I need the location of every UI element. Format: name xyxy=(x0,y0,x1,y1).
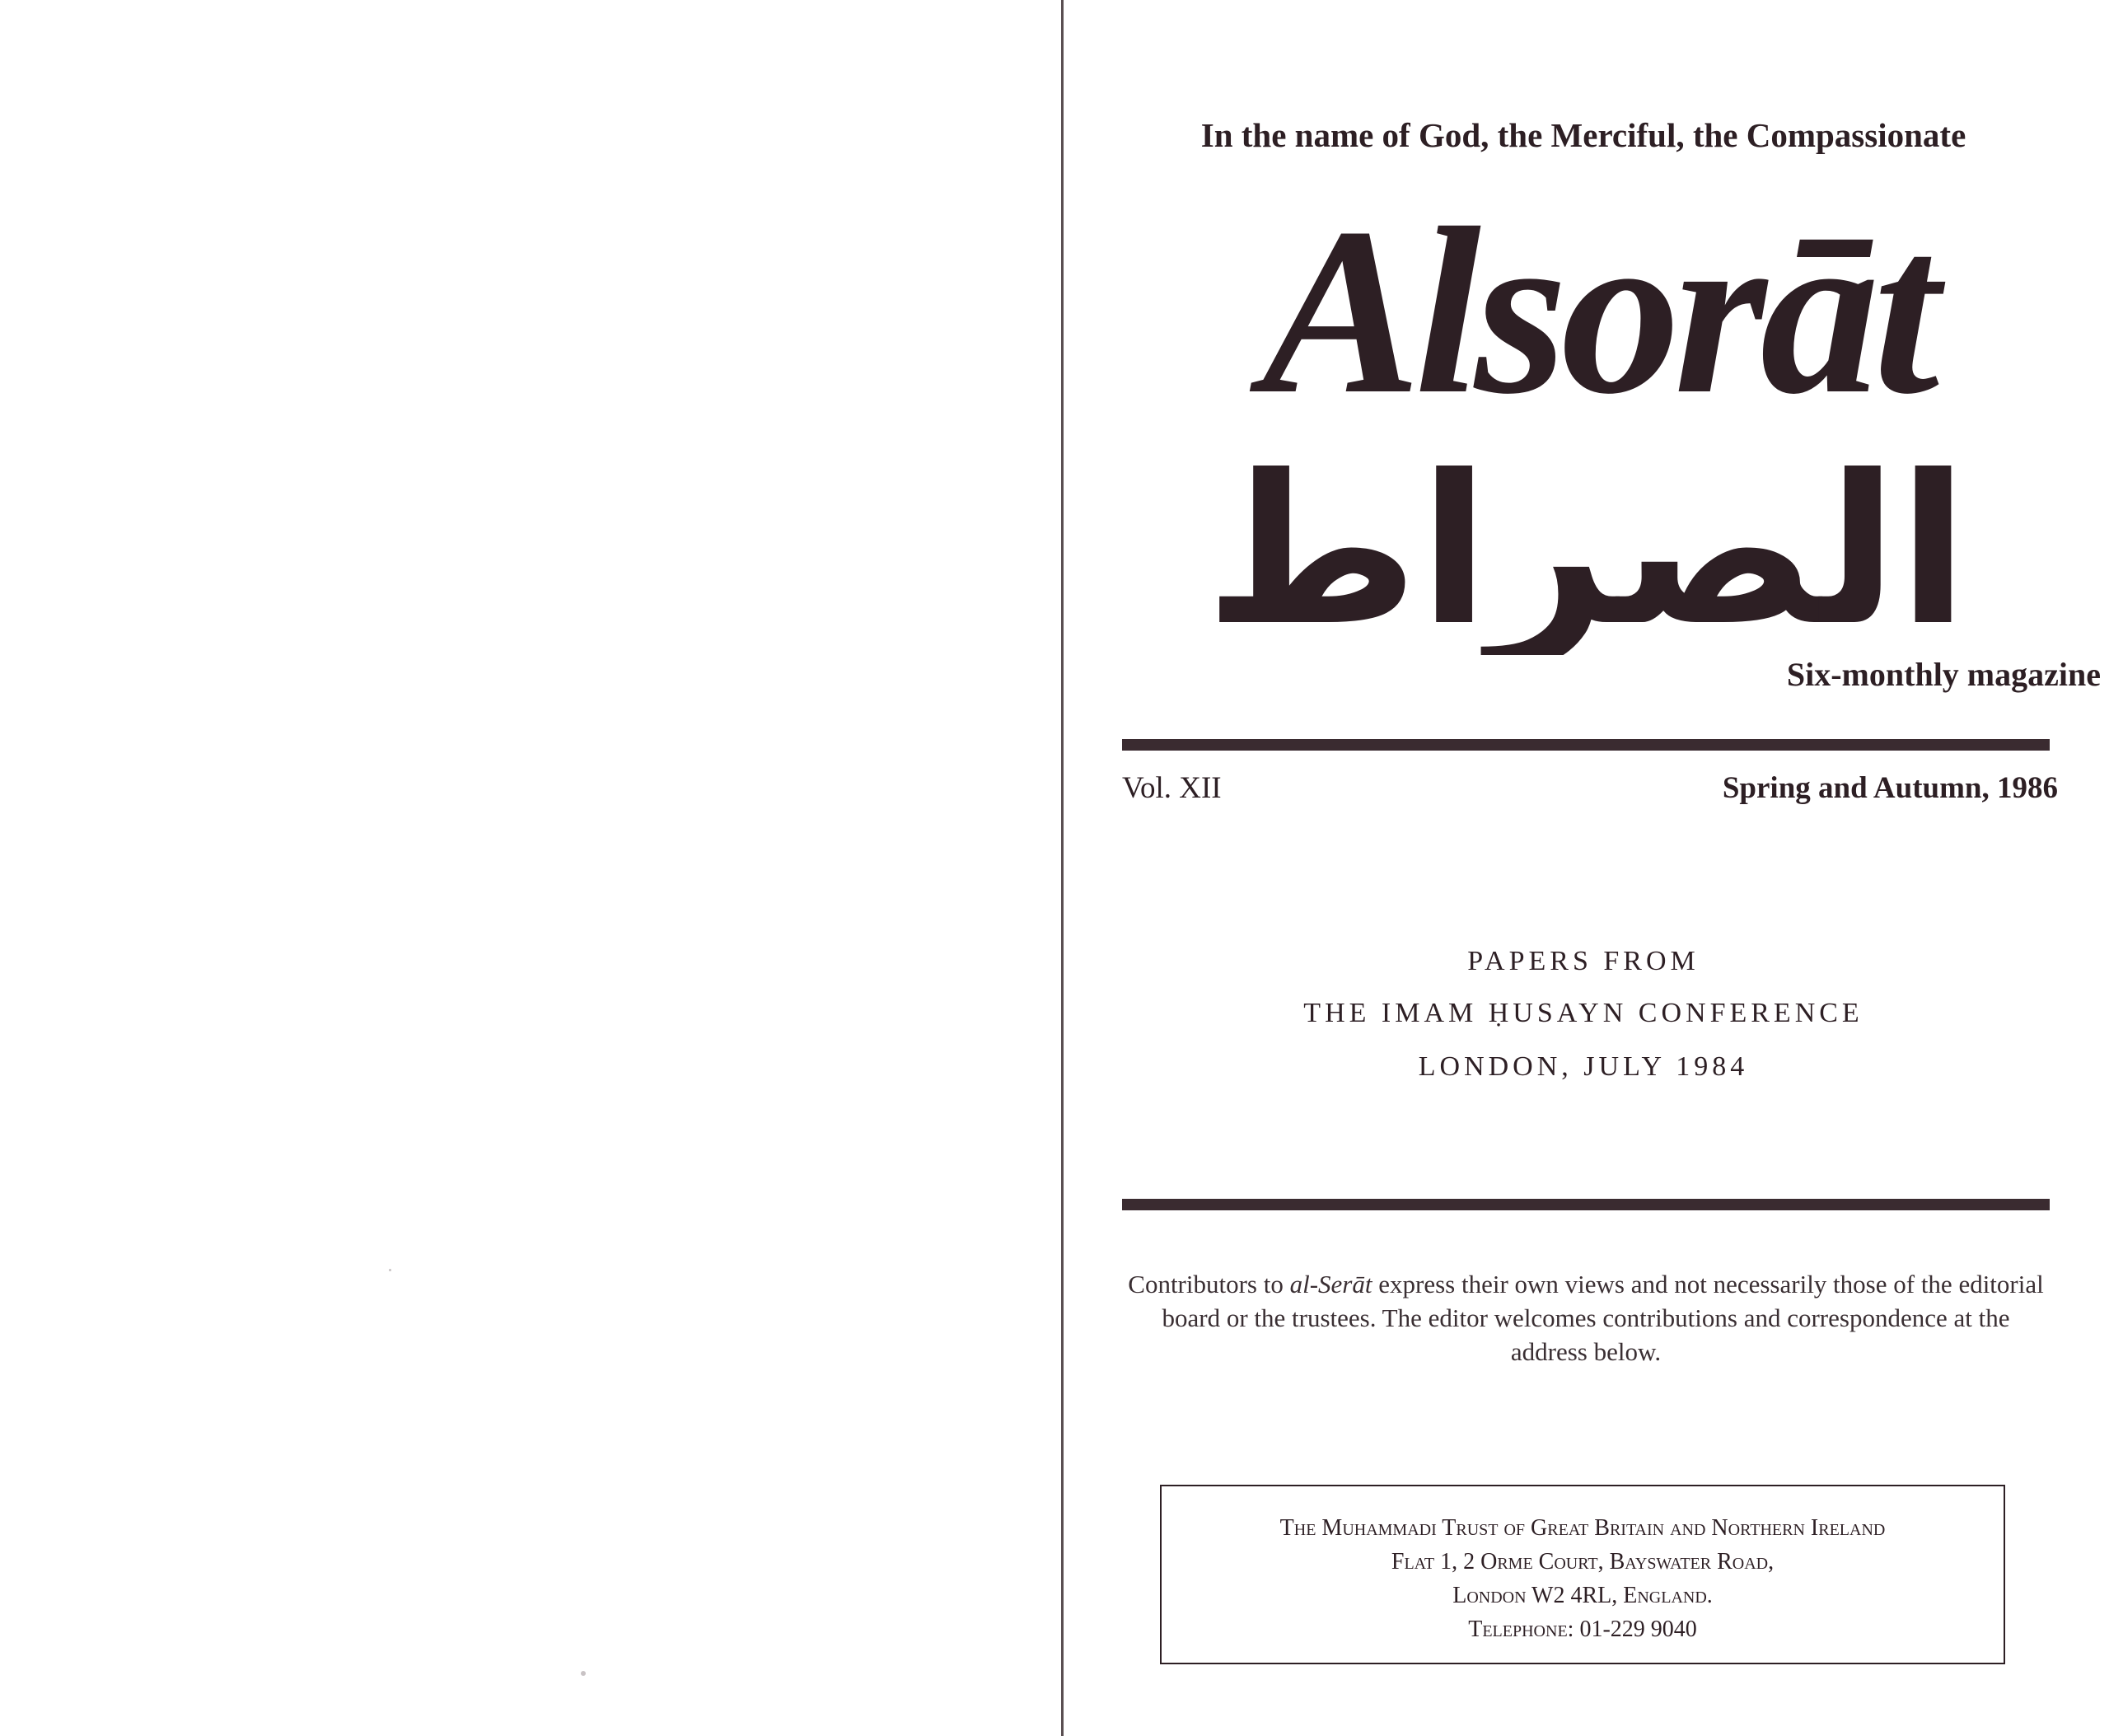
disclaimer-text: express their own views and not necessarily those of the editorial board or the trustees. The editor welcomes contributions and correspondence at the address below. xyxy=(1162,1270,2044,1366)
paper-speck xyxy=(581,1671,586,1676)
bottom-rule xyxy=(1122,1199,2050,1210)
masthead-latin: Alsorāt xyxy=(1261,185,1934,443)
invocation: In the name of God, the Merciful, the Compassionate xyxy=(1200,116,1966,154)
journal-title: al-Serāt xyxy=(1289,1270,1372,1298)
address-line: Flat 1, 2 Orme Court, Bayswater Road, xyxy=(1391,1549,1775,1575)
disclaimer xyxy=(1122,1267,2050,1369)
address-line: The Muhammadi Trust of Great Britain and Northern Ireland xyxy=(1279,1515,1886,1541)
papers-heading-line: THE IMAM ḤUSAYN CONFERENCE xyxy=(1303,998,1863,1028)
address-box xyxy=(1160,1485,2005,1664)
masthead-arabic: الصراط xyxy=(1204,431,1969,655)
issue-date: Spring and Autumn, 1986 xyxy=(1722,771,2058,805)
address-line: London W2 4RL, England. xyxy=(1452,1583,1713,1608)
address-line: Telephone: 01-229 9040 xyxy=(1468,1617,1697,1642)
masthead-logo xyxy=(1092,185,2102,655)
subtitle: Six-monthly magazine xyxy=(1786,656,2101,693)
title-page xyxy=(1064,0,2109,1736)
papers-heading-line: LONDON, JULY 1984 xyxy=(1418,1051,1749,1082)
paper-speck xyxy=(389,1269,391,1271)
volume-number: Vol. XII xyxy=(1122,771,1222,805)
top-rule xyxy=(1122,739,2050,751)
papers-heading-line: PAPERS FROM xyxy=(1467,946,1700,976)
book-spine xyxy=(1061,0,1064,1736)
disclaimer-text: Contributors to xyxy=(1128,1270,1290,1298)
